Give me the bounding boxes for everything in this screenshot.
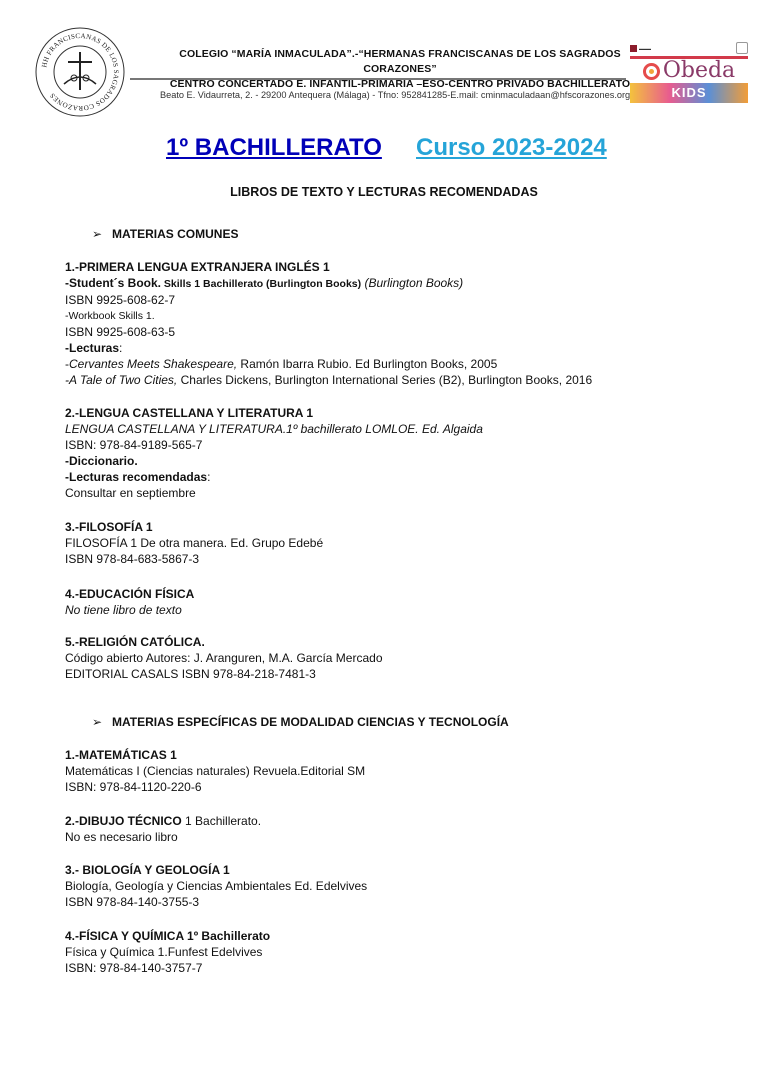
school-header (150, 47, 650, 92)
subject-heading: 4.-FÍSICA Y QUÍMICA 1º Bachillerato (65, 929, 271, 943)
subject-religion (65, 634, 383, 682)
obeda-ring-icon (643, 63, 660, 80)
dictionary-label: -Diccionario. (65, 454, 138, 468)
students-book-publisher: (Burlington Books) (361, 276, 464, 290)
subject-pe (65, 586, 194, 618)
isbn: ISBN: 978-84-9189-565-7 (65, 438, 203, 452)
svg-text:HH FRANCISCANAS DE LOS SAGRADO: HH FRANCISCANAS DE LOS SAGRADOS CORAZONES (40, 31, 121, 113)
section-specific-subjects (92, 715, 509, 729)
school-address: Beato E. Vidaurreta, 2. - 29200 Antequera (Málaga) - Tfno: 952841285-E.mail: cminmaculadaan@hfscorazones.org (160, 90, 631, 100)
isbn: EDITORIAL CASALS ISBN 978-84-218-7481-3 (65, 667, 316, 681)
university-mark-icon: ▬▬▬ (630, 45, 651, 52)
colon: : (119, 341, 123, 355)
section-heading: MATERIAS ESPECÍFICAS DE MODALIDAD CIENCIAS Y TECNOLOGÍA (112, 715, 509, 729)
subject-heading: 1.-MATEMÁTICAS 1 (65, 748, 177, 762)
isbn: ISBN 9925-608-62-7 (65, 293, 176, 307)
students-book-title: Skills 1 Bachillerato (Burlington Books) (161, 278, 362, 290)
page-title: 1º BACHILLERATO (166, 134, 382, 161)
isbn: ISBN: 978-84-140-3757-7 (65, 961, 203, 975)
subject-heading: 2.-LENGUA CASTELLANA Y LITERATURA 1 (65, 406, 314, 420)
book-title: Código abierto Autores: J. Aranguren, M.A. García Mercado (65, 651, 383, 665)
subject-heading: 2.-DIBUJO TÉCNICO (65, 814, 182, 828)
reading-title: -A Tale of Two Cities, (65, 373, 178, 387)
colon: : (207, 470, 211, 484)
crest-icon (736, 42, 748, 54)
readings-note: Consultar en septiembre (65, 486, 196, 500)
page-subtitle: LIBROS DE TEXTO Y LECTURAS RECOMENDADAS (230, 185, 538, 199)
workbook: -Workbook Skills 1. (65, 310, 155, 322)
subject-heading: 4.-EDUCACIÓN FÍSICA (65, 587, 195, 601)
isbn: ISBN: 978-84-1120-220-6 (65, 780, 202, 794)
book-title: Matemáticas I (Ciencias naturales) Revuela.Editorial SM (65, 764, 366, 778)
dash: - (65, 357, 69, 371)
no-book-note: No tiene libro de texto (65, 603, 182, 617)
reading-details: Charles Dickens, Burlington International Series (B2), Burlington Books, 2016 (177, 373, 593, 387)
section-heading: MATERIAS COMUNES (112, 227, 239, 241)
school-seal-logo (34, 26, 126, 118)
subject-heading: 1.-PRIMERA LENGUA EXTRANJERA INGLÉS 1 (65, 260, 330, 274)
book-title: LENGUA CASTELLANA Y LITERATURA.1º bachillerato LOMLOE. Ed. Algaida (65, 422, 483, 436)
isbn: ISBN 9925-608-63-5 (65, 325, 176, 339)
book-title: Física y Química 1.Funfest Edelvives (65, 945, 263, 959)
course-year: Curso 2023-2024 (416, 134, 607, 161)
isbn: ISBN 978-84-140-3755-3 (65, 895, 200, 909)
school-name-line: COLEGIO “MARÍA INMACULADA”.-“HERMANAS FRANCISCANAS DE LOS SAGRADOS CORAZONES” (179, 48, 621, 75)
obeda-wordmark: Obeda (662, 58, 736, 83)
subject-technical-drawing (65, 813, 261, 845)
arrow-bullet-icon: ➢ (92, 227, 103, 241)
obeda-kids-logo (630, 42, 748, 106)
heading-detail: 1 Bachillerato. (181, 814, 262, 828)
readings-label: -Lecturas recomendadas (65, 470, 208, 484)
students-book-label: -Student´s Book. (65, 276, 161, 290)
subject-philosophy (65, 519, 323, 567)
subject-biology (65, 862, 367, 910)
subject-heading: 3.-FILOSOFÍA 1 (65, 520, 153, 534)
section-common-subjects (92, 227, 238, 241)
readings-label: -Lecturas (65, 341, 120, 355)
arrow-bullet-icon: ➢ (92, 715, 103, 729)
no-book-note: No es necesario libro (65, 830, 178, 844)
kids-banner: KIDS (630, 83, 748, 103)
subject-spanish (65, 405, 483, 501)
book-title: Biología, Geología y Ciencias Ambientales Ed. Edelvives (65, 879, 368, 893)
subject-maths (65, 747, 365, 795)
book-title: FILOSOFÍA 1 De otra manera. Ed. Grupo Edebé (65, 536, 324, 550)
subject-heading: 3.- BIOLOGÍA Y GEOLOGÍA 1 (65, 863, 230, 877)
reading-title: Cervantes Meets Shakespeare, (69, 357, 238, 371)
reading-details: Ramón Ibarra Rubio. Ed Burlington Books, 2005 (237, 357, 498, 371)
school-type-line: CENTRO CONCERTADO E. INFANTIL-PRIMARIA –ESO-CENTRO PRIVADO BACHILLERATO (169, 78, 631, 90)
subject-heading: 5.-RELIGIÓN CATÓLICA. (65, 635, 205, 649)
subject-physics-chemistry (65, 928, 270, 976)
header-divider (130, 78, 626, 80)
subject-english (65, 259, 592, 388)
isbn: ISBN 978-84-683-5867-3 (65, 552, 200, 566)
